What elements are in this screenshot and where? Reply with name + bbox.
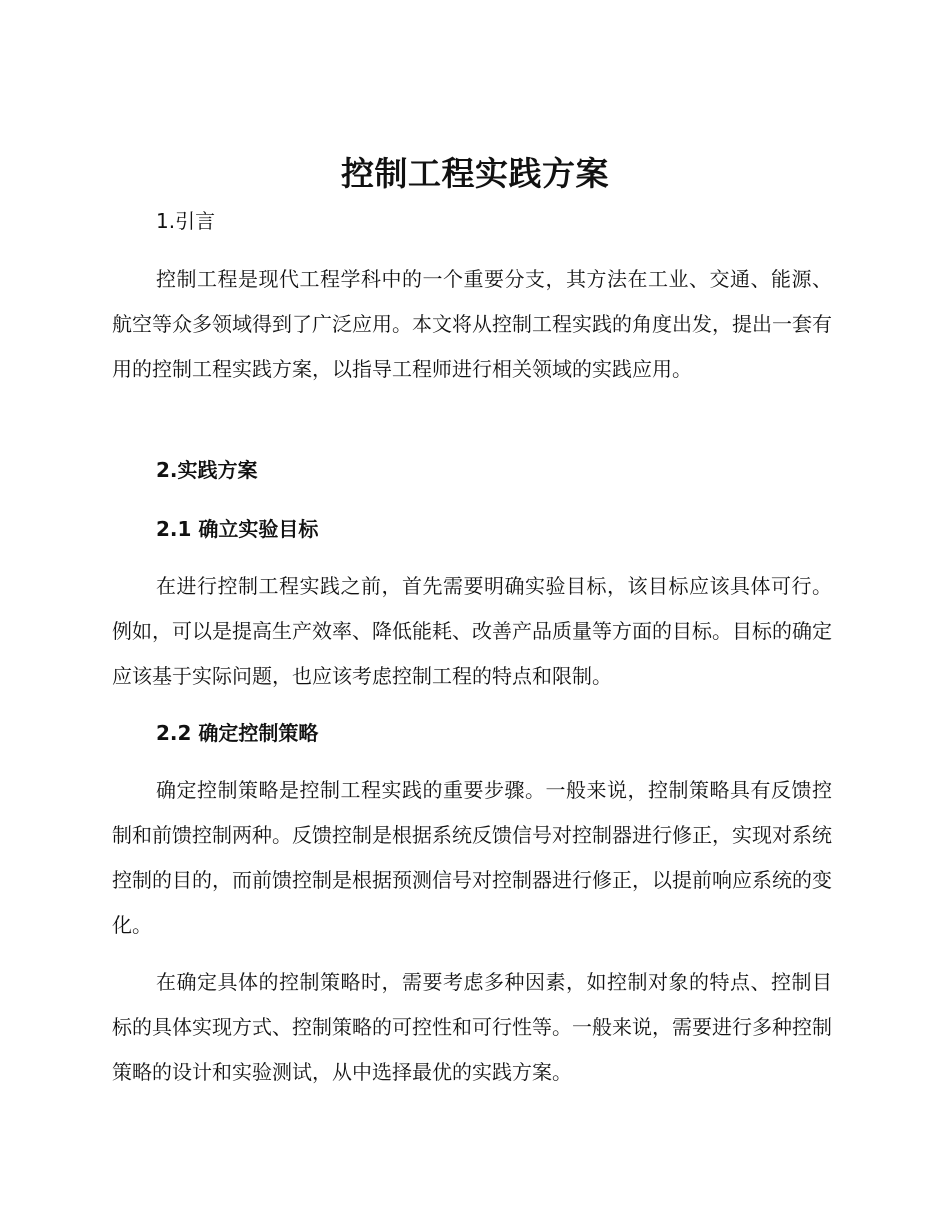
control-strategy-paragraph-1: 确定控制策略是控制工程实践的重要步骤。一般来说，控制策略具有反馈控制和前馈控制两种。反馈控制是根据系统反馈信号对控制器进行修正，实现对系统控制的目的，而前馈控制是根据预测信号对控制器进行修正，以提前响应系统的变化。 (112, 778, 832, 937)
document-title: 控制工程实践方案 (341, 154, 609, 193)
intro-paragraph: 控制工程是现代工程学科中的一个重要分支，其方法在工业、交通、能源、航空等众多领域得到了广泛应用。本文将从控制工程实践的角度出发，提出一套有用的控制工程实践方案，以指导工程师进行相关领域的实践应用。 (112, 267, 832, 381)
section-heading-practice-plan: 2.实践方案 (156, 458, 258, 482)
section-heading-intro: 1.引言 (156, 209, 216, 233)
experiment-goal-paragraph: 在进行控制工程实践之前，首先需要明确实验目标，该目标应该具体可行。例如，可以是提高生产效率、降低能耗、改善产品质量等方面的目标。目标的确定应该基于实际问题，也应该考虑控制工程的特点和限制。 (112, 574, 832, 688)
control-strategy-paragraph-2: 在确定具体的控制策略时，需要考虑多种因素，如控制对象的特点、控制目标的具体实现方式、控制策略的可控性和可行性等。一般来说，需要进行多种控制策略的设计和实验测试，从中选择最优的实践方案。 (112, 970, 832, 1084)
section-heading-control-strategy: 2.2 确定控制策略 (156, 721, 319, 745)
section-heading-experiment-goal: 2.1 确立实验目标 (156, 517, 319, 541)
